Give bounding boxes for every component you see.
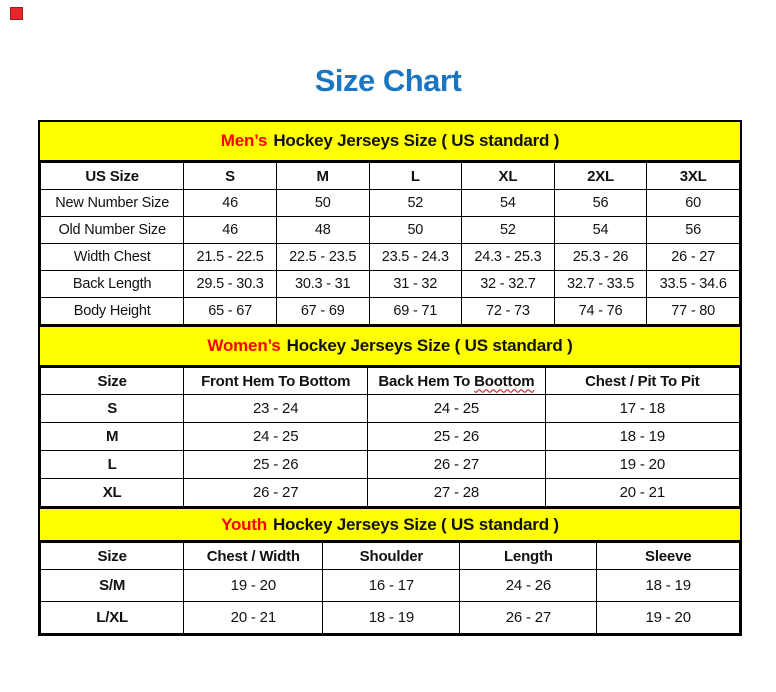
row-label-cell: Body Height xyxy=(41,298,184,325)
section-mens xyxy=(40,122,740,325)
value-cell: 29.5 - 30.3 xyxy=(184,271,277,298)
header-row xyxy=(41,543,740,570)
value-cell: 19 - 20 xyxy=(597,602,740,634)
value-cell: 25.3 - 26 xyxy=(554,244,647,271)
value-cell: 23.5 - 24.3 xyxy=(369,244,462,271)
caption-text: Hockey Jerseys Size ( US standard ) xyxy=(286,336,573,355)
broken-image-icon xyxy=(10,7,23,20)
header-row xyxy=(41,368,740,395)
row-label-cell: Old Number Size xyxy=(41,217,184,244)
value-cell: 56 xyxy=(647,217,740,244)
value-cell: 23 - 24 xyxy=(184,395,368,423)
column-header: 3XL xyxy=(647,163,740,190)
column-header: US Size xyxy=(41,163,184,190)
section-womens xyxy=(40,325,740,507)
value-cell: 22.5 - 23.5 xyxy=(276,244,369,271)
value-cell: 52 xyxy=(462,217,555,244)
table-row xyxy=(41,570,740,602)
header-row xyxy=(41,163,740,190)
value-cell: 50 xyxy=(369,217,462,244)
table-row xyxy=(41,244,740,271)
value-cell: 32.7 - 33.5 xyxy=(554,271,647,298)
column-header: M xyxy=(276,163,369,190)
column-header: Front Hem To Bottom xyxy=(184,368,368,395)
value-cell: 26 - 27 xyxy=(647,244,740,271)
row-label-cell: L/XL xyxy=(41,602,184,634)
column-header: Chest / Pit To Pit xyxy=(545,368,739,395)
section-caption xyxy=(40,122,740,162)
value-cell: 24 - 25 xyxy=(184,423,368,451)
value-cell: 54 xyxy=(554,217,647,244)
value-cell: 25 - 26 xyxy=(184,451,368,479)
column-header: S xyxy=(184,163,277,190)
value-cell: 19 - 20 xyxy=(184,570,323,602)
misspelled-word: Boottom xyxy=(474,372,535,390)
page-title: Size Chart xyxy=(314,63,462,98)
value-cell: 74 - 76 xyxy=(554,298,647,325)
row-label-cell: M xyxy=(41,423,184,451)
column-header: L xyxy=(369,163,462,190)
column-header: Back Hem To Boottom xyxy=(368,368,546,395)
size-table xyxy=(40,367,740,507)
size-chart xyxy=(38,120,742,636)
value-cell: 19 - 20 xyxy=(545,451,739,479)
row-label-cell: New Number Size xyxy=(41,190,184,217)
size-table xyxy=(40,162,740,325)
caption-group-label: Men’s xyxy=(220,131,268,150)
table-row xyxy=(41,423,740,451)
row-label-cell: Back Length xyxy=(41,271,184,298)
column-header: Chest / Width xyxy=(184,543,323,570)
value-cell: 16 - 17 xyxy=(323,570,460,602)
row-label-cell: Width Chest xyxy=(41,244,184,271)
row-label-cell: L xyxy=(41,451,184,479)
value-cell: 24 - 25 xyxy=(368,395,546,423)
section-caption xyxy=(40,507,740,542)
table-row xyxy=(41,395,740,423)
value-cell: 18 - 19 xyxy=(545,423,739,451)
table-row xyxy=(41,298,740,325)
value-cell: 20 - 21 xyxy=(545,479,739,507)
value-cell: 54 xyxy=(462,190,555,217)
value-cell: 30.3 - 31 xyxy=(276,271,369,298)
section-caption xyxy=(40,325,740,367)
caption-group-label: Youth xyxy=(221,514,267,534)
column-header: Size xyxy=(41,543,184,570)
value-cell: 33.5 - 34.6 xyxy=(647,271,740,298)
value-cell: 26 - 27 xyxy=(460,602,597,634)
value-cell: 31 - 32 xyxy=(369,271,462,298)
value-cell: 24 - 26 xyxy=(460,570,597,602)
column-header: XL xyxy=(462,163,555,190)
value-cell: 77 - 80 xyxy=(647,298,740,325)
value-cell: 26 - 27 xyxy=(368,451,546,479)
size-table xyxy=(40,542,740,634)
caption-group-label: Women’s xyxy=(207,336,281,355)
value-cell: 46 xyxy=(184,217,277,244)
column-header: Sleeve xyxy=(597,543,740,570)
value-cell: 52 xyxy=(369,190,462,217)
value-cell: 56 xyxy=(554,190,647,217)
value-cell: 46 xyxy=(184,190,277,217)
caption-text: Hockey Jerseys Size ( US standard ) xyxy=(272,514,559,534)
value-cell: 32 - 32.7 xyxy=(462,271,555,298)
table-row xyxy=(41,217,740,244)
value-cell: 60 xyxy=(647,190,740,217)
row-label-cell: S/M xyxy=(41,570,184,602)
value-cell: 27 - 28 xyxy=(368,479,546,507)
value-cell: 50 xyxy=(276,190,369,217)
value-cell: 67 - 69 xyxy=(276,298,369,325)
value-cell: 24.3 - 25.3 xyxy=(462,244,555,271)
value-cell: 72 - 73 xyxy=(462,298,555,325)
table-row xyxy=(41,190,740,217)
value-cell: 69 - 71 xyxy=(369,298,462,325)
row-label-cell: XL xyxy=(41,479,184,507)
column-header: Length xyxy=(460,543,597,570)
section-youth xyxy=(40,507,740,634)
column-header: 2XL xyxy=(554,163,647,190)
value-cell: 26 - 27 xyxy=(184,479,368,507)
value-cell: 18 - 19 xyxy=(323,602,460,634)
table-row xyxy=(41,271,740,298)
value-cell: 25 - 26 xyxy=(368,423,546,451)
value-cell: 21.5 - 22.5 xyxy=(184,244,277,271)
column-header: Size xyxy=(41,368,184,395)
table-row xyxy=(41,602,740,634)
value-cell: 65 - 67 xyxy=(184,298,277,325)
table-row xyxy=(41,451,740,479)
value-cell: 17 - 18 xyxy=(545,395,739,423)
caption-text: Hockey Jerseys Size ( US standard ) xyxy=(273,131,560,150)
value-cell: 48 xyxy=(276,217,369,244)
value-cell: 18 - 19 xyxy=(597,570,740,602)
column-header: Shoulder xyxy=(323,543,460,570)
row-label-cell: S xyxy=(41,395,184,423)
table-row xyxy=(41,479,740,507)
value-cell: 20 - 21 xyxy=(184,602,323,634)
